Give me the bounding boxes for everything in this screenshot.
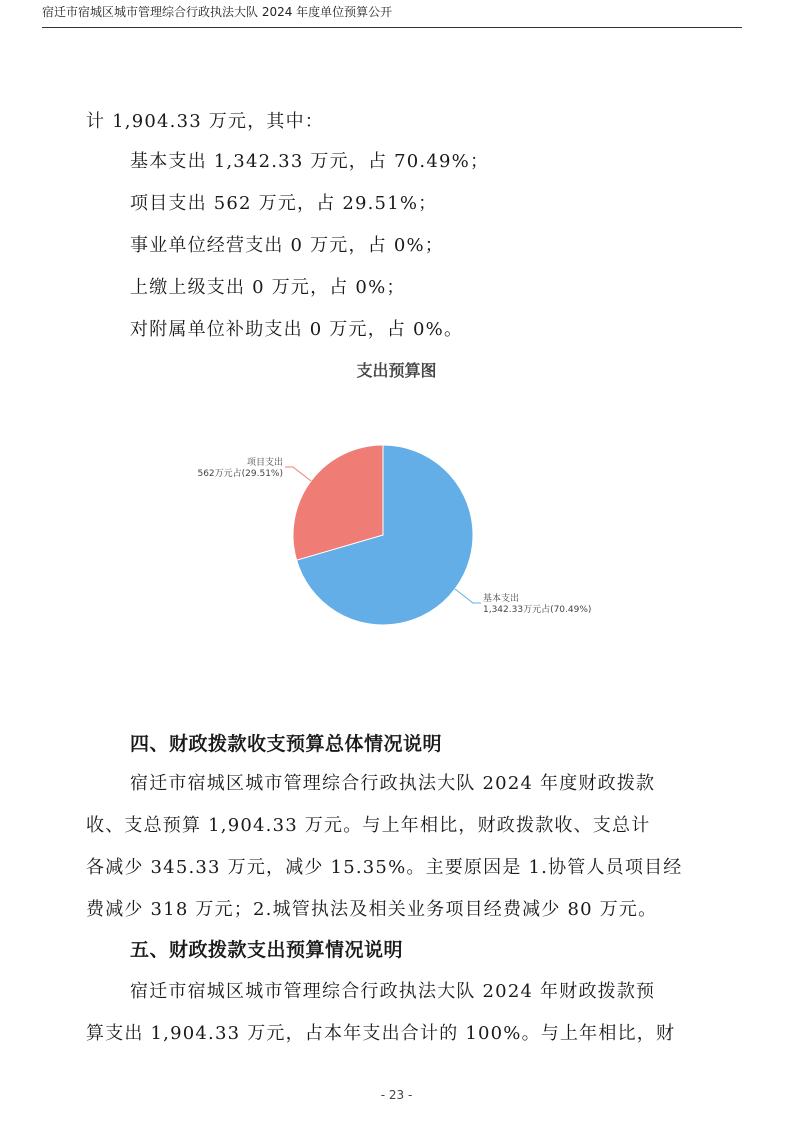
section5-line: 宿迁市宿城区城市管理综合行政执法大队 2024 年财政拨款预 bbox=[130, 981, 656, 1002]
pie-chart bbox=[0, 380, 793, 650]
section4-heading: 四、财政拨款收支预算总体情况说明 bbox=[130, 733, 443, 755]
expenditure-item-upper: 上缴上级支出 0 万元，占 0%； bbox=[130, 277, 406, 298]
page-header: 宿迁市宿城区城市管理综合行政执法大队 2024 年度单位预算公开 bbox=[42, 5, 393, 19]
expenditure-item-project: 项目支出 562 万元，占 29.51%； bbox=[130, 193, 438, 214]
expenditure-item-basic: 基本支出 1,342.33 万元，占 70.49%； bbox=[130, 151, 490, 172]
pie-label-value-1: 562万元占(29.51%) bbox=[197, 468, 284, 479]
section4-line: 各减少 345.33 万元，减少 15.35%。主要原因是 1.协管人员项目经 bbox=[86, 857, 683, 878]
pie-label-category-0: 基本支出 bbox=[482, 594, 520, 605]
chart-title: 支出预算图 bbox=[356, 361, 437, 380]
section5-line: 算支出 1,904.33 万元，占本年支出合计的 100%。与上年相比，财 bbox=[86, 1023, 676, 1044]
section4-line: 宿迁市宿城区城市管理综合行政执法大队 2024 年度财政拨款 bbox=[130, 773, 656, 794]
expenditure-item-business: 事业单位经营支出 0 万元，占 0%； bbox=[130, 235, 444, 256]
pie-leader-line-1 bbox=[285, 467, 311, 481]
pie-leader-line-0 bbox=[455, 589, 481, 603]
page-number: - 23 - bbox=[380, 1088, 413, 1102]
pie-label-category-1: 项目支出 bbox=[246, 457, 284, 468]
header-divider bbox=[42, 27, 742, 28]
section4-line: 费减少 318 万元；2.城管执法及相关业务项目经费减少 80 万元。 bbox=[86, 899, 658, 920]
expenditure-item-subsidy: 对附属单位补助支出 0 万元，占 0%。 bbox=[130, 319, 464, 340]
pie-label-value-0: 1,342.33万元占(70.49%) bbox=[482, 605, 592, 616]
expenditure-total-line: 计 1,904.33 万元，其中： bbox=[86, 111, 324, 132]
section5-heading: 五、财政拨款支出预算情况说明 bbox=[130, 939, 404, 961]
section4-line: 收、支总预算 1,904.33 万元。与上年相比，财政拨款收、支总计 bbox=[86, 815, 651, 836]
